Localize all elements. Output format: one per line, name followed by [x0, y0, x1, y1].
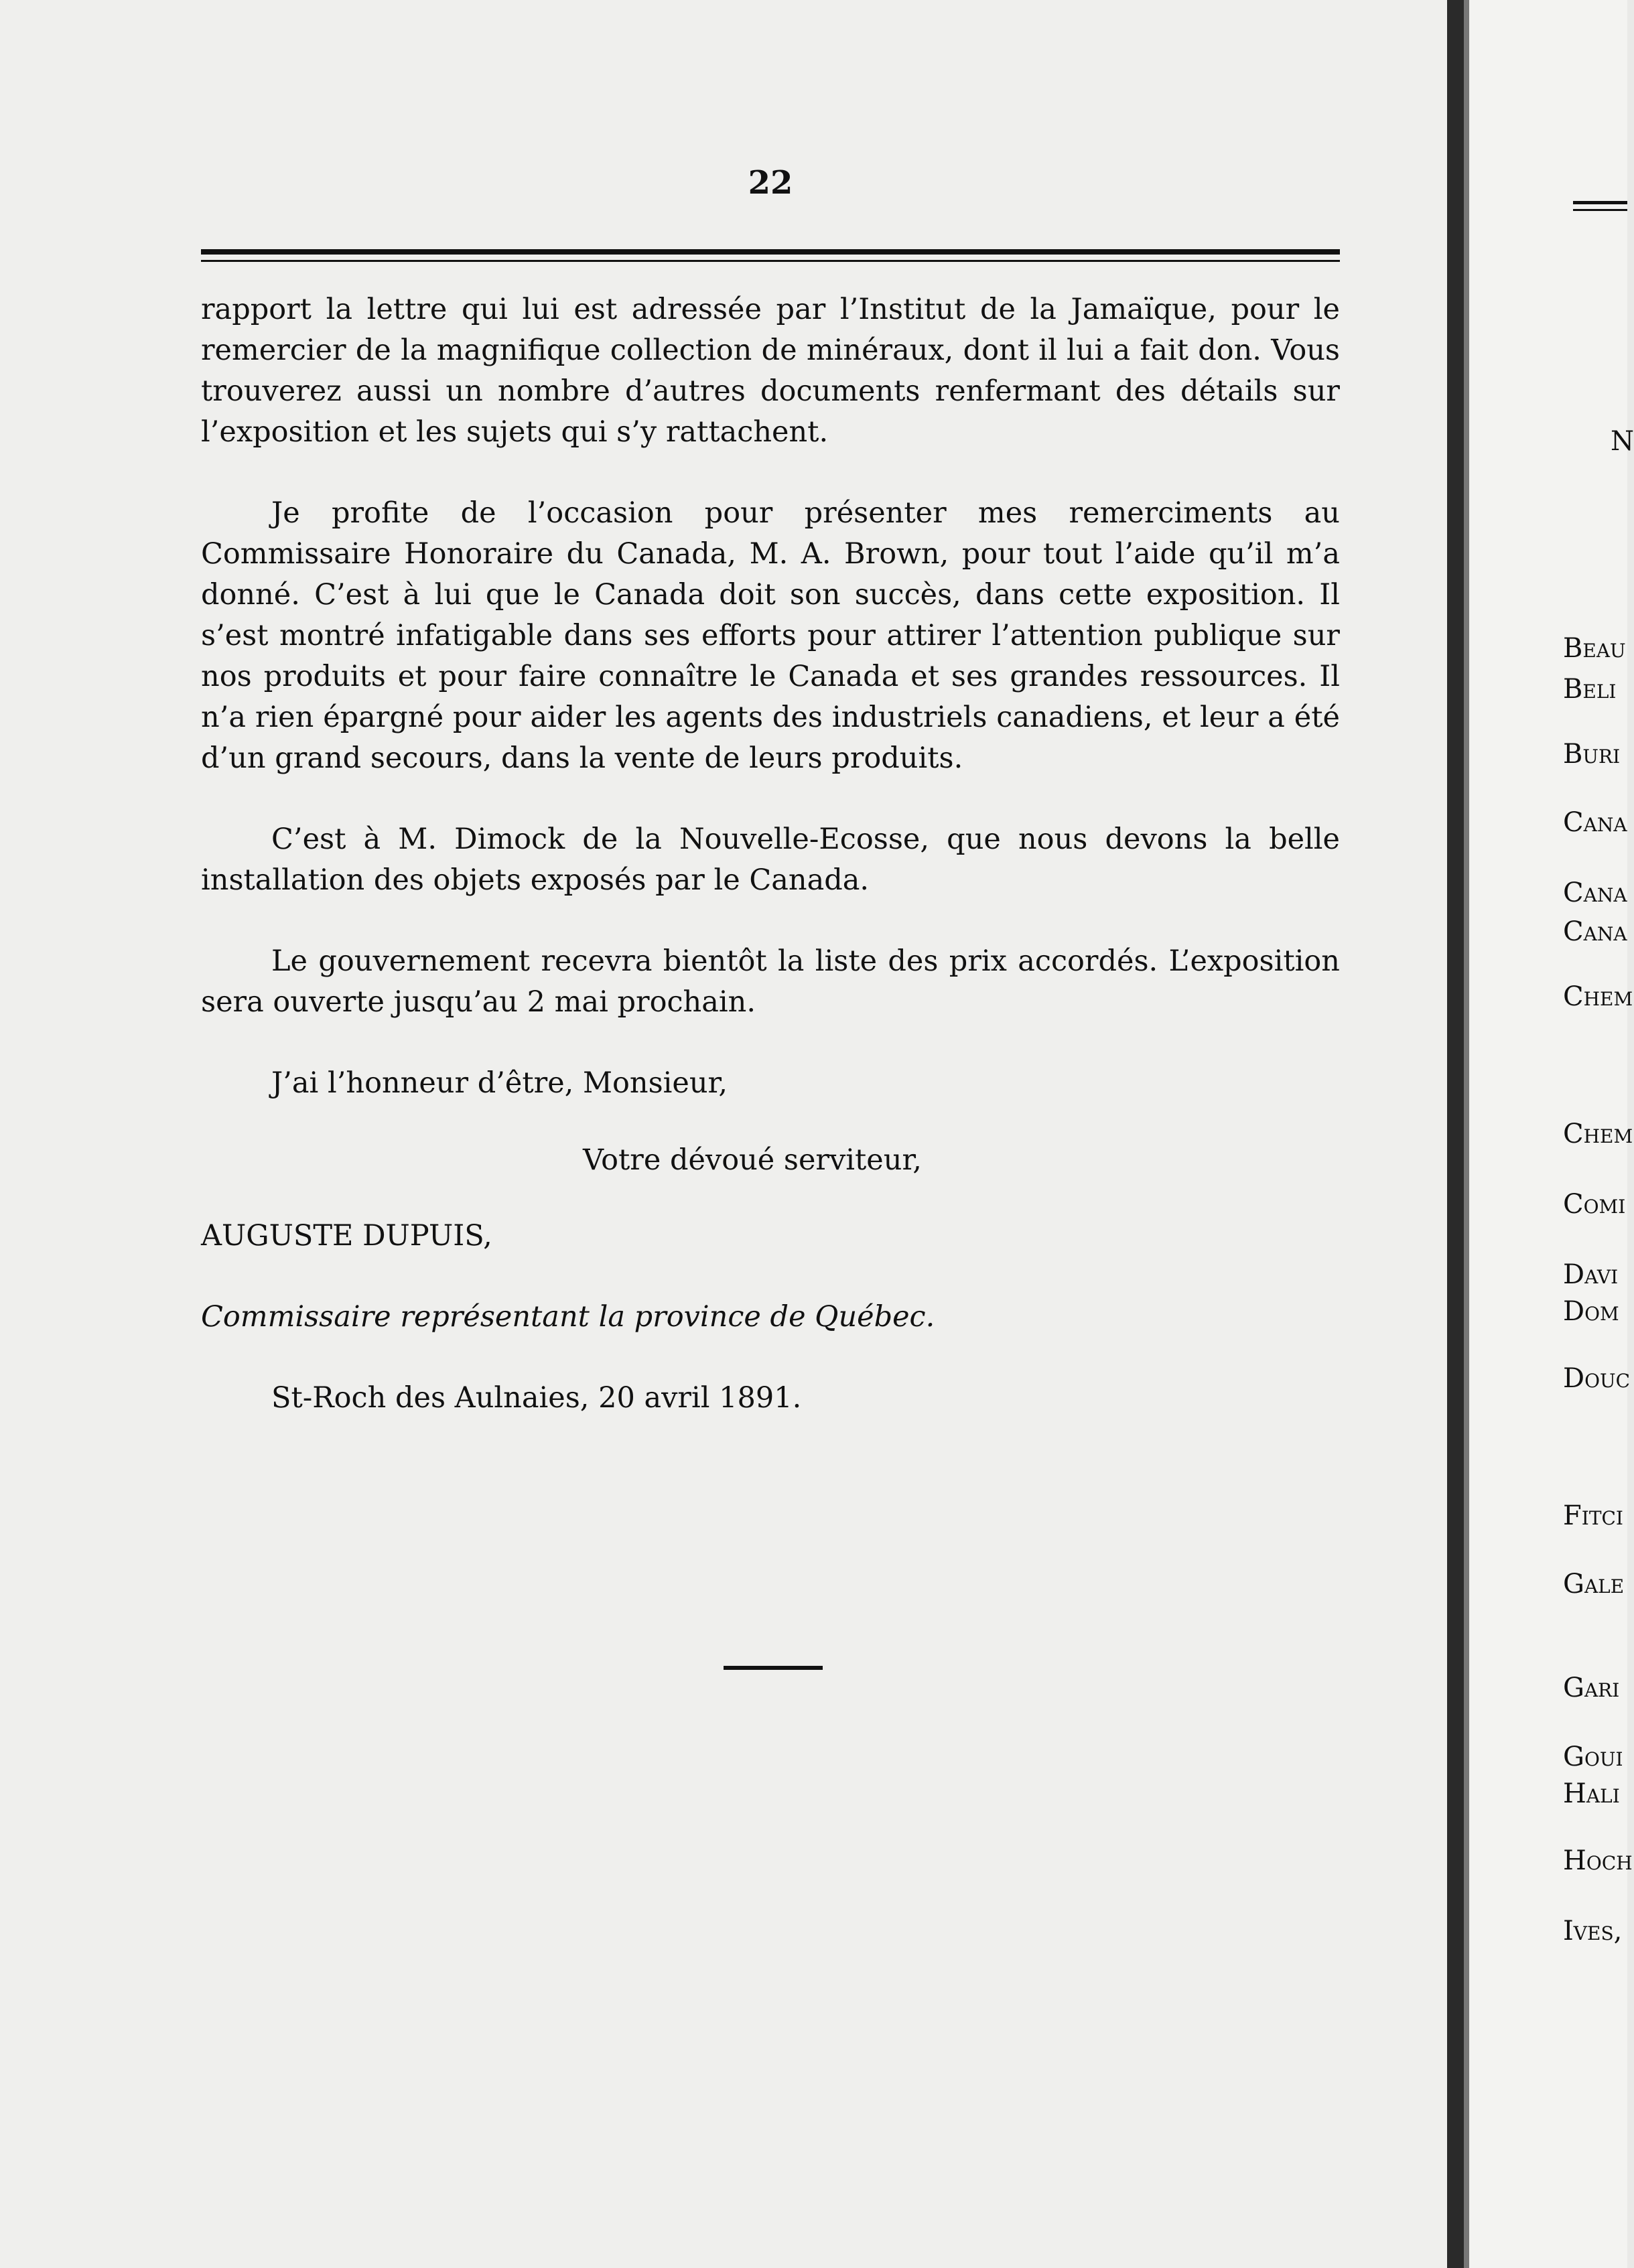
right-page-item: Cana	[1563, 807, 1627, 838]
right-page-item: Hoch	[1563, 1845, 1633, 1876]
letter-body	[201, 289, 1340, 1419]
right-page-item: N	[1611, 426, 1634, 457]
closing-line: J’ai l’honneur d’être, Monsieur,	[271, 1066, 728, 1100]
book-gutter	[1447, 0, 1464, 2268]
paragraph-2: Je profite de l’occasion pour présenter mes remerciments au Commissaire Honoraire du Canada, M. A. Brown, pour tout l’aide qu’il m’a donné. C’est à lui que le Canada doit son succès, dans cette exposition. Il s’est montré infatigable dans ses efforts pour attirer l’attention publique sur nos produits et pour faire connaître le Canada et ses grandes ressources. Il n’a rien épargné pour aider les agents des industriels canadiens, et leur a été d’un grand secours, dans la vente de leurs produits.	[201, 496, 1340, 775]
right-page-item: Gale	[1563, 1569, 1625, 1600]
sign-off: Votre dévoué serviteur,	[583, 1143, 922, 1177]
right-page-item: Ives,	[1563, 1916, 1623, 1946]
right-page-item: Dom	[1563, 1296, 1619, 1327]
right-page-item: Douc	[1563, 1363, 1631, 1394]
right-page-item: Comi	[1563, 1189, 1626, 1220]
paragraph-1: rapport la lettre qui lui est adressée par l’Institut de la Jamaïque, pour le remercier de la magnifique collection de minéraux, dont il lui a fait don. Vous trouverez aussi un nombre d’autres documents renfermant des détails sur l’exposition et les sujets qui s’y rattachent.	[201, 293, 1340, 449]
paragraph-3: C’est à M. Dimock de la Nouvelle-Ecosse, que nous devons la belle installation des objets exposés par le Canada.	[201, 823, 1340, 897]
dateline: St-Roch des Aulnaies, 20 avril 1891.	[271, 1381, 802, 1415]
right-page-item: Goui	[1563, 1742, 1623, 1772]
right-page-item: Buri	[1563, 739, 1621, 770]
right-page-item: Beau	[1563, 633, 1626, 664]
signature-name: AUGUSTE DUPUIS,	[201, 1219, 492, 1253]
right-page-item: Cana	[1563, 877, 1627, 908]
right-page-item: Hali	[1563, 1778, 1620, 1809]
end-rule	[724, 1666, 823, 1670]
right-page-rule	[1573, 201, 1627, 204]
gutter-shadow	[1464, 0, 1469, 2268]
right-page-item: Beli	[1563, 674, 1617, 705]
page-number: 22	[748, 164, 793, 202]
right-page-item: Cana	[1563, 916, 1627, 947]
right-page-item: Chem	[1563, 1119, 1633, 1149]
paragraph-4: Le gouvernement recevra bientôt la liste des prix accordés. L’exposition sera ouverte jusqu’au 2 mai prochain.	[201, 944, 1340, 1019]
header-rule-thin	[201, 260, 1340, 262]
header-rule-thick	[201, 249, 1340, 255]
right-page-rule-thin	[1573, 209, 1627, 211]
right-page-item: Fitci	[1563, 1500, 1623, 1531]
right-page-item: Davi	[1563, 1259, 1619, 1290]
right-page-item: Chem	[1563, 981, 1633, 1012]
right-page-item: Gari	[1563, 1673, 1620, 1703]
signature-title: Commissaire représentant la province de Québec.	[201, 1300, 935, 1334]
